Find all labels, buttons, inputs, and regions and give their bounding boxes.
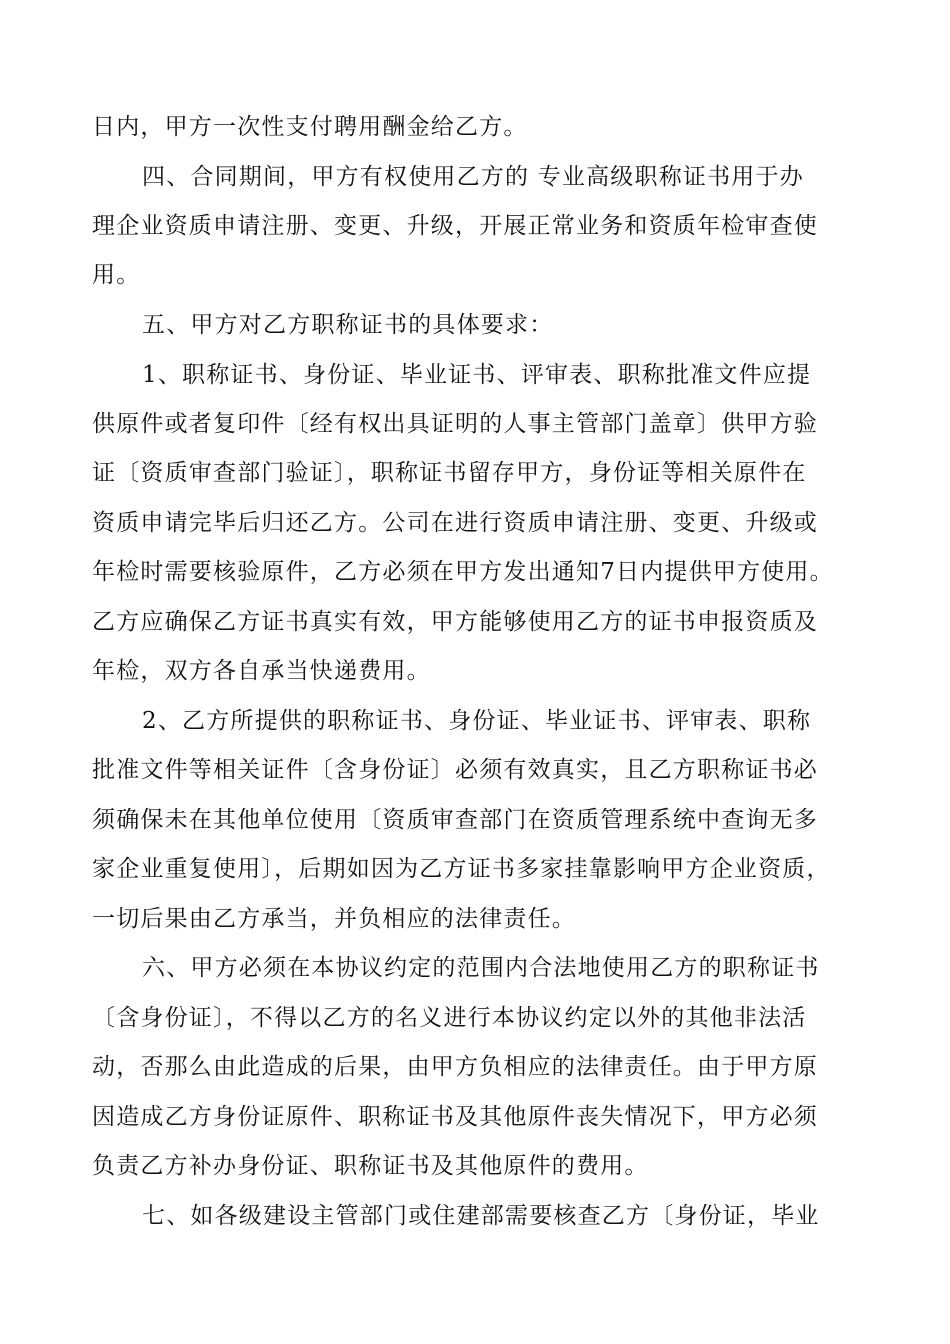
text-line: 须确保未在其他单位使用〔资质审查部门在资质管理系统中查询无多 [92, 807, 818, 833]
text-line: 年检时需要核验原件，乙方必须在甲方发出通知7日内提供甲方使用。 [92, 559, 834, 585]
text-line: 批准文件等相关证件〔含身份证〕必须有效真实，且乙方职称证书必 [92, 757, 818, 783]
text-line: 因造成乙方身份证原件、职称证书及其他原件丧失情况下，甲方必须 [92, 1104, 818, 1130]
text-line: 用。 [92, 262, 141, 288]
text-line: 五、甲方对乙方职称证书的具体要求： [142, 312, 554, 338]
text-line: 动，否那么由此造成的后果，由甲方负相应的法律责任。由于甲方原 [92, 1054, 818, 1080]
text-line: 理企业资质申请注册、变更、升级，开展正常业务和资质年检审查使 [92, 213, 818, 239]
text-line: 证〔资质审查部门验证〕，职称证书留存甲方，身份证等相关原件在 [92, 460, 807, 486]
text-line: 负责乙方补办身份证、职称证书及其他原件的费用。 [92, 1153, 649, 1179]
text-line: 日内，甲方一次性支付聘用酬金给乙方。 [92, 114, 528, 140]
text-line: 乙方应确保乙方证书真实有效，甲方能够使用乙方的证书申报资质及 [92, 609, 818, 635]
text-line: 〔含身份证〕，不得以乙方的名义进行本协议约定以外的其他非法活 [92, 1005, 807, 1031]
text-line: 2、乙方所提供的职称证书、身份证、毕业证书、评审表、职称 [142, 708, 812, 734]
text-line: 六、甲方必须在本协议约定的范围内合法地使用乙方的职称证书 [142, 955, 820, 981]
text-line: 七、如各级建设主管部门或住建部需要核查乙方〔身份证，毕业 [142, 1203, 820, 1229]
text-line: 1、职称证书、身份证、毕业证书、评审表、职称批准文件应提 [142, 362, 812, 388]
text-line: 资质申请完毕后归还乙方。公司在进行资质申请注册、变更、升级或 [92, 510, 818, 536]
text-line: 供原件或者复印件〔经有权出具证明的人事主管部门盖章〕供甲方验 [92, 411, 818, 437]
text-line: 家企业重复使用〕，后期如因为乙方证书多家挂靠影响甲方企业资质， [92, 856, 831, 882]
text-line: 一切后果由乙方承当，并负相应的法律责任。 [92, 906, 576, 932]
text-line: 年检，双方各自承当快递费用。 [92, 658, 431, 684]
text-line: 四、合同期间，甲方有权使用乙方的 专业高级职称证书用于办 [142, 164, 804, 190]
